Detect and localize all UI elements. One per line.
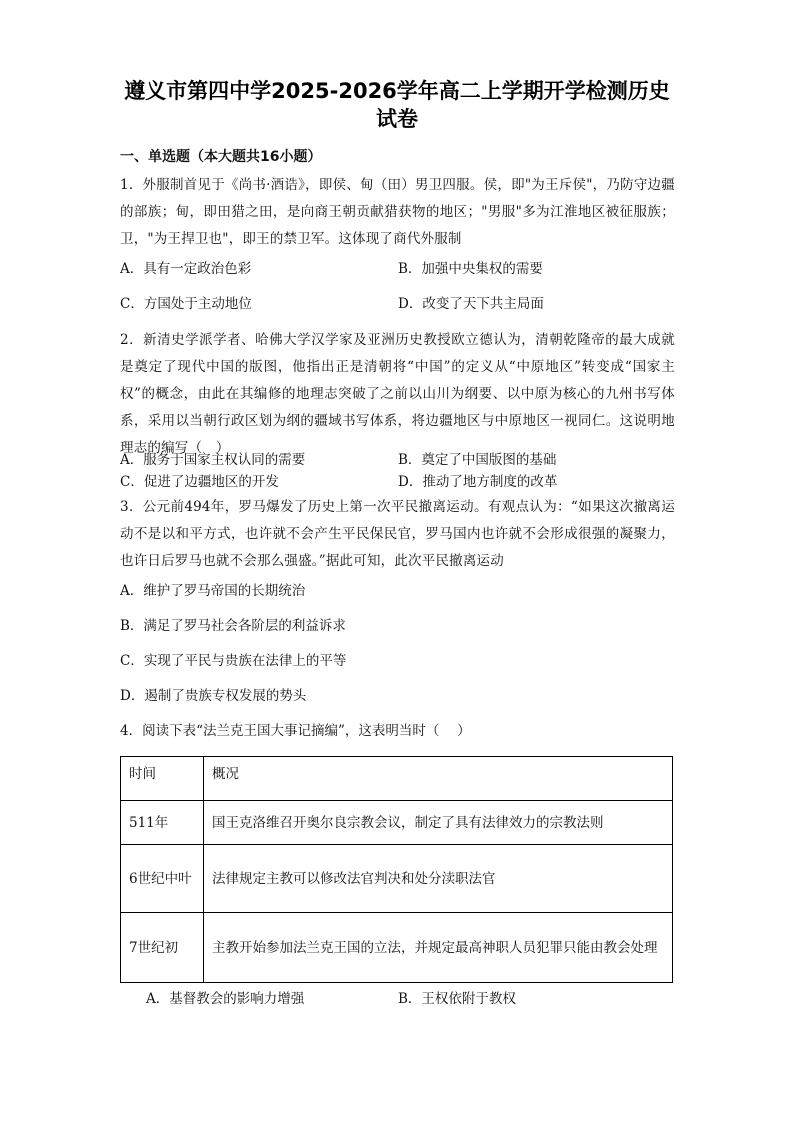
question-1-option-a[interactable]: A．具有一定政治色彩 — [120, 261, 252, 277]
table-row — [121, 913, 673, 983]
question-1-option-c[interactable]: C．方国处于主动地位 — [120, 296, 252, 312]
question-2-option-b[interactable]: B．奠定了中国版图的基础 — [398, 452, 557, 468]
table-cell: 511年 — [121, 801, 204, 845]
question-2-stem: 2．新清史学派学者、哈佛大学汉学家及亚洲历史教授欧立德认为，清朝乾隆帝的最大成就是奠定了现代中国的版图，他指出正是清朝将“中国”的定义从“中原地区”转变成“国家主权”的概念，由此在其编修的地理志突破了之前以山川为纲要、以中原为核心的九州书写体系，采用以当朝行政区划为纲的疆域书写体系，将边疆地区与中原地区一视同仁。这说明地理志的编写（ ） — [120, 332, 675, 456]
table-row — [121, 801, 673, 845]
question-1-option-b[interactable]: B．加强中央集权的需要 — [398, 261, 543, 277]
table-header-row — [121, 757, 673, 801]
table-cell: 国王克洛维召开奥尔良宗教会议，制定了具有法律效力的宗教法则 — [204, 801, 673, 845]
table-cell: 主教开始参加法兰克王国的立法，并规定最高神职人员犯罪只能由教会处理 — [204, 913, 673, 983]
question-4-stem: 4．阅读下表“法兰克王国大事记摘编”，这表明当时（ ） — [120, 723, 471, 739]
question-3-option-b[interactable]: B．满足了罗马社会各阶层的利益诉求 — [120, 618, 346, 634]
question-3-option-a[interactable]: A．维护了罗马帝国的长期统治 — [120, 583, 306, 599]
section-heading: 一、单选题（本大题共16小题） — [120, 149, 322, 165]
question-3-stem: 3．公元前494年，罗马爆发了历史上第一次平民撤离运动。有观点认为：“如果这次撤离运动不是以和平方式，也许就不会产生平民保民官，罗马国内也许就不会形成很强的凝聚力，也许日后罗马也就不会那么强盛。”据此可知，此次平民撤离运动 — [120, 499, 675, 569]
table-header-cell: 概况 — [204, 757, 673, 801]
table-cell: 7世纪初 — [121, 913, 204, 983]
question-4-option-b[interactable]: B．王权依附于教权 — [398, 991, 516, 1007]
question-3-option-c[interactable]: C．实现了平民与贵族在法律上的平等 — [120, 653, 347, 669]
question-1-option-d[interactable]: D．改变了天下共主局面 — [398, 296, 544, 312]
table-cell: 6世纪中叶 — [121, 845, 204, 913]
exam-title-line2: 试卷 — [376, 107, 418, 131]
table-header-cell: 时间 — [121, 757, 204, 801]
table-row — [121, 845, 673, 913]
table-cell: 法律规定主教可以修改法官判决和处分渎职法官 — [204, 845, 673, 913]
events-table — [120, 756, 673, 983]
question-3-option-d[interactable]: D．遏制了贵族专权发展的势头 — [120, 688, 307, 704]
question-2-option-a[interactable]: A．服务于国家主权认同的需要 — [120, 452, 306, 468]
exam-title-line1: 遵义市第四中学2025-2026学年高二上学期开学检测历史 — [124, 79, 670, 103]
question-1-stem: 1．外服制首见于《尚书·酒诰》，即侯、甸（田）男卫四服。侯，即"为王斥侯"，乃防守边疆的部族；甸，即田猎之田，是向商王朝贡献猎获物的地区；"男服"多为江淮地区被征服族；卫，"为王捍卫也"，即王的禁卫军。这体现了商代外服制 — [120, 177, 675, 247]
question-4-option-a[interactable]: A．基督教会的影响力增强 — [146, 991, 305, 1007]
question-2-option-d[interactable]: D．推动了地方制度的改革 — [398, 474, 558, 490]
question-2-option-c[interactable]: C．促进了边疆地区的开发 — [120, 474, 279, 490]
